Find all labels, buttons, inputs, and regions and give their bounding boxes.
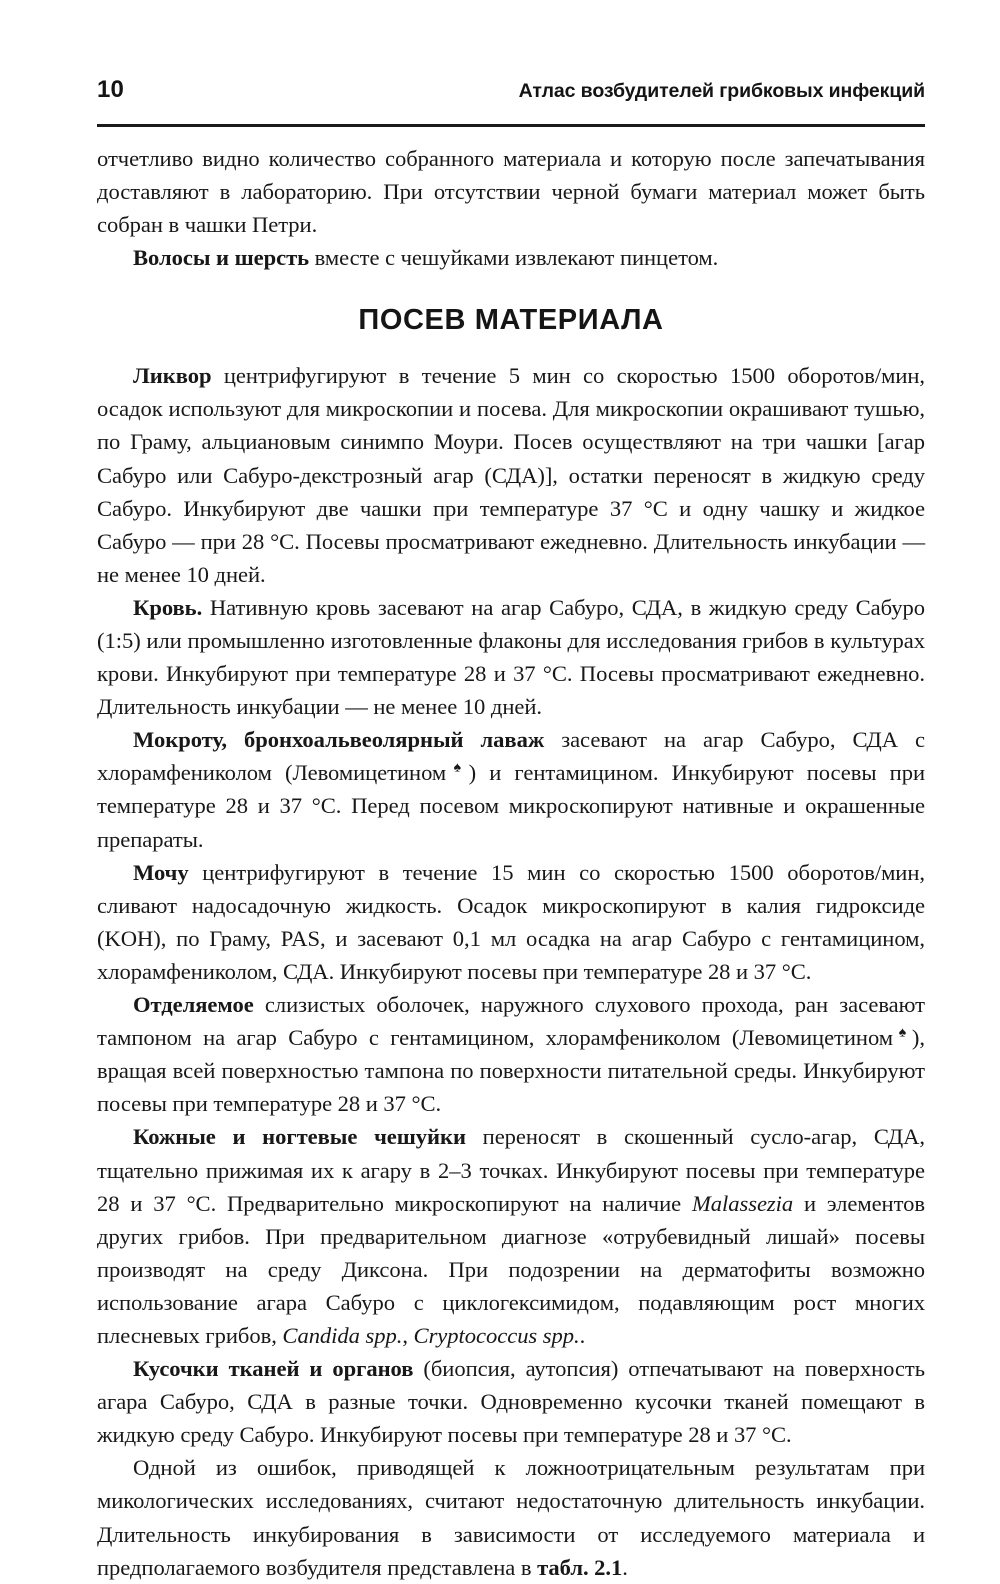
paragraph-urine-text: центрифугируют в течение 15 мин со скоростью 1500 оборотов/мин, сливают надосадочную жидкость. Осадок микроскопируют в калия гидроксиде (KOH), по Граму, PAS, и засевают 0,1 мл осадка на агар Сабуро с гентамицином, хлорамфениколом, СДА. Инкубируют посевы при температуре 28 и 37 °C. <box>97 859 925 984</box>
paragraph-urine-lead: Мочу <box>133 859 189 885</box>
paragraph-continued-text: отчетливо видно количество собранного материала и которую после запечатывания доставляют в лабораторию. При отсутствии черной бумаги материал может быть собран в чашки Петри. <box>97 146 925 238</box>
paragraph-continued <box>97 142 925 241</box>
species-name-candida: Candida spp. <box>282 1322 403 1348</box>
paragraph-blood-lead: Кровь. <box>133 594 203 620</box>
paragraph-blood <box>97 591 925 723</box>
paragraph-scales-text-3: , <box>402 1322 414 1348</box>
paragraph-sputum-text-2: ) и гентамицином. Инкубируют посевы при температуре 28 и 37 °C. Перед посевом микроскопируют нативные и окрашенные препараты. <box>97 760 926 852</box>
paragraph-sputum <box>97 723 925 855</box>
paragraph-scales-text-4: . <box>579 1322 586 1348</box>
paragraph-scales-text-1: переносят в скошенный сусло-агар, СДА, тщательно прижимая их к агару в 2–3 точках. Инкубируют посевы при температуре 28 и 37 °C. Предварительно микроскопируют на наличие <box>97 1124 925 1216</box>
paragraph-liquor-text: центрифугируют в течение 5 мин со скоростью 1500 оборотов/мин, осадок используют для микроскопии и посева. Для микроскопии окрашивают тушью, по Граму, альциановым синимпо Моури. Посев осуществляют на три чашки [агар Сабуро или Сабуро-декстрозный агар (СДА)], остатки переносят в жидкую среду Сабуро. Инкубируют две чашки при температуре 37 °C и одну чашку и жидкое Сабуро — при 28 °C. Посевы просматривают ежедневно. Длительность инкубации — не менее 10 дней. <box>97 363 925 587</box>
book-title: Атлас возбудителей грибковых инфекций <box>518 80 925 102</box>
paragraph-liquor <box>97 359 925 591</box>
paragraph-tissue <box>97 1352 925 1451</box>
page-number: 10 <box>97 76 125 103</box>
paragraph-liquor-lead: Ликвор <box>133 363 212 389</box>
paragraph-sputum-lead: Мокроту, бронхоальвеолярный лаваж <box>133 727 545 753</box>
paragraph-discharge <box>97 988 925 1120</box>
paragraph-errors-text-2: . <box>622 1554 628 1580</box>
paragraph-hair-lead: Волосы и шерсть <box>133 245 310 271</box>
header-divider <box>97 124 925 127</box>
paragraph-discharge-text-2: ), вращая всей поверхностью тампона по поверхности питательной среды. Инкубируют посевы при температуре 28 и 37 °C. <box>97 1025 925 1117</box>
paragraph-errors-text-1: Одной из ошибок, приводящей к ложноотрицательным результатам при микологических исследованиях, считают недостаточную длительность инкубации. Длительность инкубирования в зависимости от исследуемого материала и предполагаемого возбудителя представлена в <box>97 1455 925 1580</box>
paragraph-scales <box>97 1120 925 1352</box>
text-body <box>97 142 925 1584</box>
paragraph-scales-lead: Кожные и ногтевые чешуйки <box>133 1124 466 1150</box>
paragraph-errors <box>97 1451 925 1583</box>
trademark-marker-icon: ♠ <box>893 1025 912 1041</box>
paragraph-tissue-text: (биопсия, аутопсия) отпечатывают на поверхность агара Сабуро, СДА в разные точки. Одновременно кусочки тканей помещают в жидкую среду Сабуро. Инкубируют посевы при температуре 28 и 37 °C. <box>97 1356 925 1448</box>
paragraph-sputum-text-1: засевают на агар Сабуро, СДА с хлорамфениколом (Левомицетином <box>97 727 925 786</box>
paragraph-discharge-text-1: слизистых оболочек, наружного слухового прохода, ран засевают тампоном на агар Сабуро с гентамицином, хлорамфениколом (Левомицетином <box>97 992 925 1051</box>
paragraph-hair-text: вместе с чешуйками извлекают пинцетом. <box>309 245 719 271</box>
trademark-marker-icon: ♠ <box>446 760 469 776</box>
species-name-malassezia: Malassezia <box>691 1190 794 1216</box>
paragraph-urine <box>97 856 925 988</box>
paragraph-scales-text-2: и элементов других грибов. При предварительном диагнозе «отрубевидный лишай» посевы производят на среду Диксона. При подозрении на дерматофиты возможно использование агара Сабуро с циклогексимидом, подавляющим рост многих плесневых грибов, <box>97 1190 925 1348</box>
running-head <box>97 78 925 112</box>
paragraph-discharge-lead: Отделяемое <box>133 992 254 1018</box>
paragraph-blood-text: Нативную кровь засевают на агар Сабуро, СДА, в жидкую среду Сабуро (1:5) или промышленно изготовленные флаконы для исследования грибов в культурах крови. Инкубируют при температуре 28 и 37 °C. Посевы просматривают ежедневно. Длительность инкубации — не менее 10 дней. <box>97 594 925 720</box>
species-name-cryptococcus: Cryptococcus spp. <box>413 1322 580 1348</box>
paragraph-hair <box>97 241 925 274</box>
section-heading: ПОСЕВ МАТЕРИАЛА <box>358 304 664 337</box>
paragraph-tissue-lead: Кусочки тканей и органов <box>133 1356 414 1382</box>
table-reference: табл. 2.1 <box>537 1554 623 1580</box>
